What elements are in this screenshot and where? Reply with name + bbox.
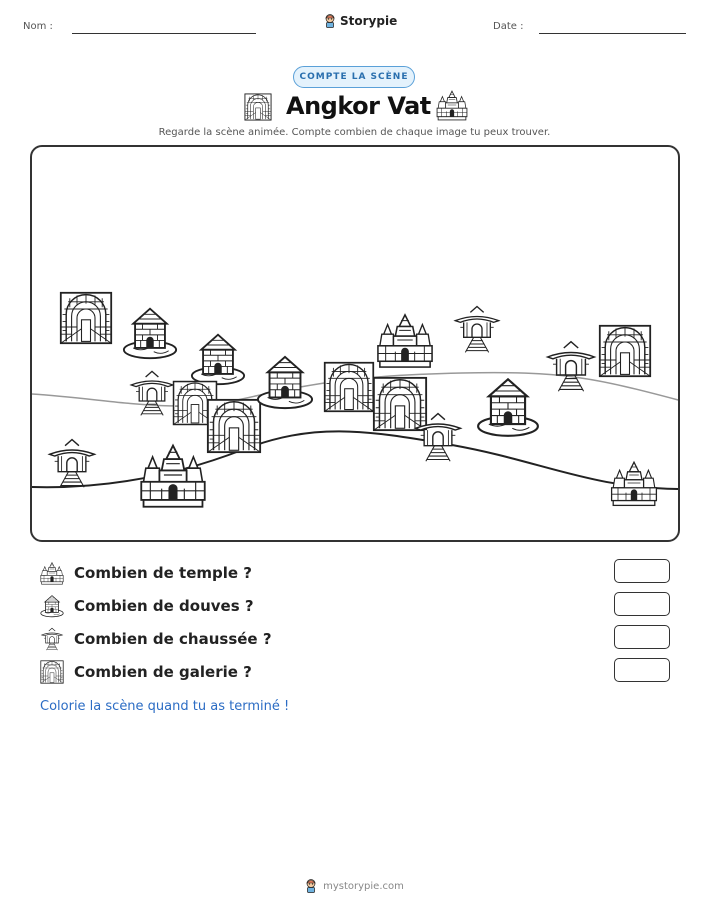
counting-scene (30, 145, 680, 542)
moat-icon[interactable] (472, 375, 544, 439)
causeway-icon[interactable] (452, 301, 502, 357)
gallery-icon[interactable] (598, 323, 652, 379)
question-text: Combien de temple ? (74, 564, 252, 582)
temple-icon (436, 89, 468, 121)
name-field[interactable] (72, 33, 256, 34)
near-hill-line (32, 431, 680, 489)
question-causeway (40, 626, 670, 652)
date-field[interactable] (539, 33, 686, 34)
question-moat (40, 593, 670, 619)
causeway-icon[interactable] (412, 405, 464, 469)
coloring-instruction: Colorie la scène quand tu as terminé ! (40, 699, 290, 714)
brand-logo (324, 14, 397, 28)
gallery-icon (242, 93, 274, 121)
causeway-icon[interactable] (46, 435, 98, 491)
page-title: Angkor Vat (286, 92, 431, 120)
footer-url[interactable]: mystorypie.com (323, 880, 404, 892)
date-label: Date : (493, 21, 524, 32)
temple-icon[interactable] (374, 311, 436, 369)
answer-box-causeway[interactable] (614, 625, 670, 649)
moat-icon[interactable] (120, 305, 180, 361)
gallery-icon[interactable] (59, 290, 113, 346)
storypie-logo-icon (305, 879, 317, 893)
name-label: Nom : (23, 21, 53, 32)
causeway-icon (40, 627, 64, 651)
brand-name: Storypie (340, 14, 398, 28)
gallery-icon[interactable] (323, 361, 375, 413)
temple-icon[interactable] (138, 441, 208, 509)
gallery-icon (40, 660, 64, 684)
causeway-icon[interactable] (544, 337, 598, 395)
storypie-logo-icon (324, 14, 336, 28)
temple-icon (40, 561, 64, 585)
answer-box-temple[interactable] (614, 559, 670, 583)
moat-icon[interactable] (254, 353, 316, 411)
question-temple (40, 560, 670, 586)
question-text: Combien de galerie ? (74, 663, 252, 681)
question-text: Combien de chaussée ? (74, 630, 272, 648)
footer (0, 879, 709, 893)
answer-box-moat[interactable] (614, 592, 670, 616)
moat-icon (40, 594, 64, 618)
question-text: Combien de douves ? (74, 597, 254, 615)
question-gallery (40, 659, 670, 685)
instructions: Regarde la scène animée. Compte combien de chaque image tu peux trouver. (158, 127, 551, 138)
temple-icon[interactable] (610, 459, 658, 507)
activity-badge: COMPTE LA SCÈNE (293, 66, 415, 88)
causeway-icon[interactable] (128, 369, 176, 417)
answer-box-gallery[interactable] (614, 658, 670, 682)
